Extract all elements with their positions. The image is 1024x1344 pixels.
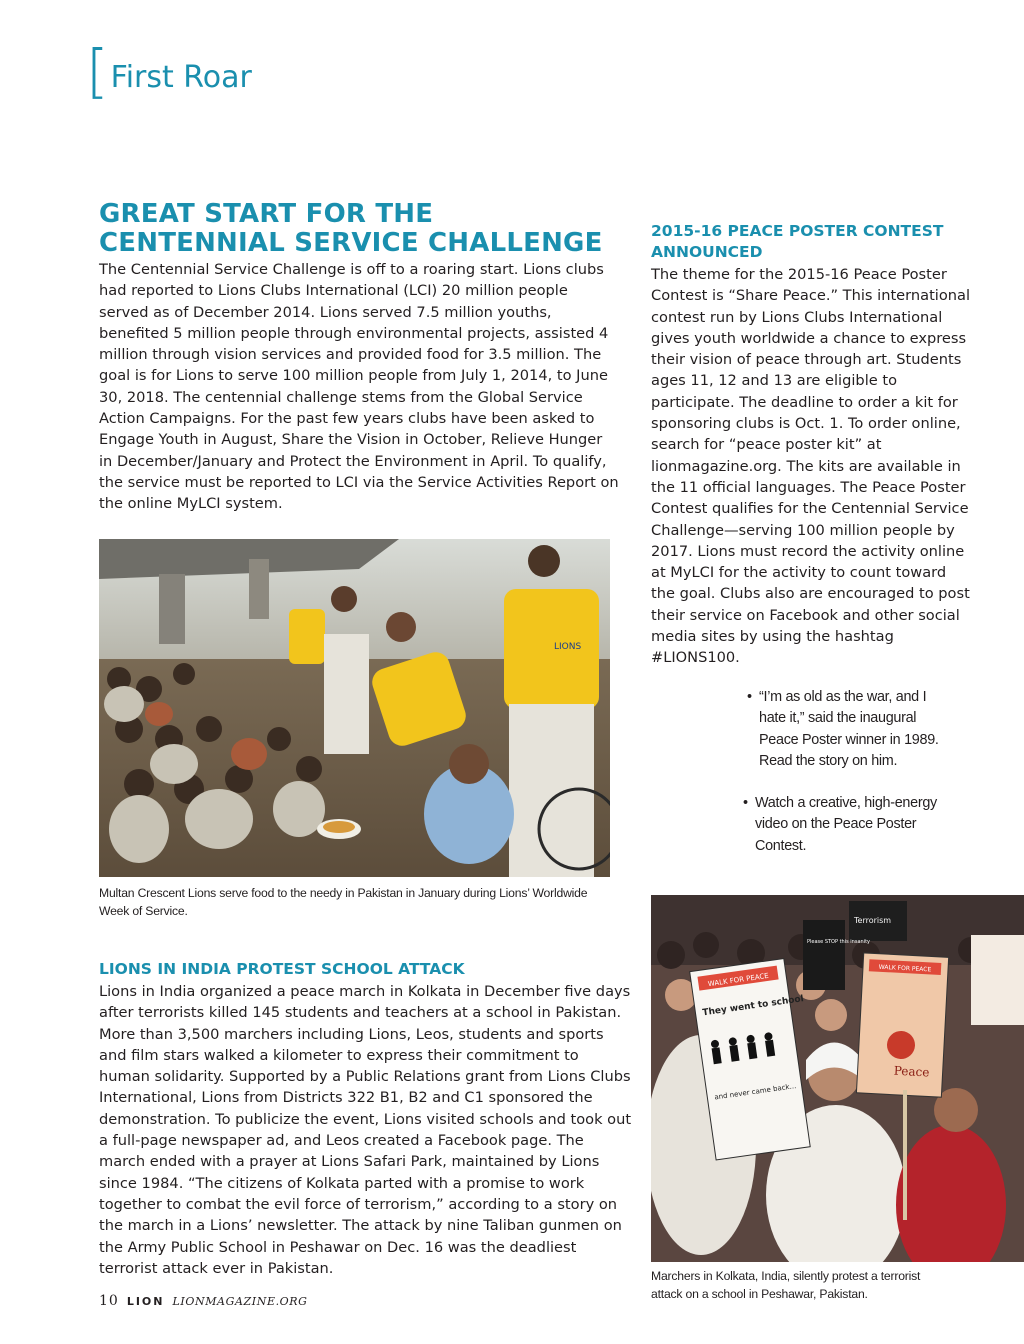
sign-peace-text: Peace bbox=[893, 1063, 930, 1080]
photo-caption-peace-march: Marchers in Kolkata, India, silently protest a terrorist attack on a school in Peshawar, Pakistan. bbox=[651, 1269, 921, 1301]
sign-banner-2: WALK FOR PEACE bbox=[878, 963, 932, 974]
related-link-video-text: Watch a creative, high-energy video on the Peace Poster Contest. bbox=[755, 795, 937, 854]
section-bracket: [ bbox=[86, 37, 109, 105]
related-links bbox=[743, 687, 949, 867]
photo-caption-food-service: Multan Crescent Lions serve food to the needy in Pakistan in January during Lions’ Worldwide Week of Service. bbox=[99, 886, 588, 918]
related-link-story[interactable] bbox=[747, 687, 944, 773]
bullet-dot: • bbox=[747, 689, 752, 705]
photo-peace-march-illustration bbox=[651, 895, 1024, 1262]
article-title-poster: 2015-16 PEACE POSTER CONTEST ANNOUNCED bbox=[651, 222, 944, 261]
vest-logo-text: LIONS bbox=[554, 642, 582, 652]
related-link-story-text: “I’m as old as the war, and I hate it,” said the inaugural Peace Poster winner in 1989. Read the story on him. bbox=[759, 689, 939, 770]
sign-school-text: They went to school bbox=[701, 994, 805, 1019]
photo-food-service-illustration bbox=[99, 539, 610, 877]
section-title: First Roar bbox=[110, 59, 252, 95]
article-body-india: Lions in India organized a peace march in Kolkata in December five days after terrorists killed 145 students and teachers at a school in Pakistan. More than 3,500 marchers including Lions, Leos, students and sports and film stars walked a kilometer to express their commitment to human solidarity. Supported by a Public Relations grant from Lions Clubs International, Lions from Districts 322 B1, B2 and C1 sponsored the demonstration. To publicize the event, Lions visited schools and took out a full-page newspaper ad, and Leos created a Facebook page. The march ended with a prayer at Lions Safari Park, maintained by Lions since 1984. “The citizens of Kolkata parted with a promise to work together to combat the evil force of terrorism,” according to a story on the march in a Lions’ newsletter. The attack by nine Taliban gunmen on the Army Public School in Peshawar on Dec. 16 was the deadliest terrorist attack ever in Pakistan. bbox=[99, 983, 632, 1277]
magazine-name: LION bbox=[126, 1295, 165, 1308]
related-link-video[interactable] bbox=[743, 793, 945, 857]
article-body-centennial: The Centennial Service Challenge is off to a roaring start. Lions clubs had reported to Lions Clubs International (LCI) 20 million people served as of December 2014. Lions served 7.5 million youths, benefited 5 million people through environmental projects, assisted 4 million through vision services and provided food for 3.5 million. The goal is for Lions to serve 100 million people from July 1, 2014, to June 30, 2018. The centennial challenge stems from the Global Service Action Campaigns. For the past few years clubs have been asked to Engage Youth in August, Share the Vision in October, Relieve Hunger in December/January and Protect the Environment in April. To qualify, the service must be reported to LCI via the Service Activities Report on the online MyLCI system. bbox=[99, 261, 619, 513]
sign-terrorism-text: Terrorism bbox=[854, 916, 892, 925]
sign-never-text: and never came back... bbox=[713, 1082, 797, 1102]
article-title-india: LIONS IN INDIA PROTEST SCHOOL ATTACK bbox=[99, 960, 465, 978]
section-header bbox=[86, 37, 252, 105]
photo-food-service bbox=[99, 539, 610, 877]
page-number: 10 bbox=[99, 1293, 119, 1309]
magazine-website: LIONMAGAZINE.ORG bbox=[172, 1295, 308, 1308]
photo-peace-march bbox=[651, 895, 1024, 1262]
article-body-poster: The theme for the 2015-16 Peace Poster Contest is “Share Peace.” This international contest run by Lions Clubs International gives youth worldwide a chance to express their vision of peace through art. Students ages 11, 12 and 13 are eligible to participate. The deadline to order a kit for sponsoring clubs is Oct. 1. To order online, search for “peace poster kit” at lionmagazine.org. The kits are available in the 11 official languages. The Peace Poster Contest qualifies for the Centennial Service Challenge—serving 100 million people by 2017. Lions must record the activity online at MyLCI for the activity to count toward the goal. Clubs also are encouraged to post their service on Facebook and other social media sites by using the hashtag #LIONS100. bbox=[651, 266, 971, 667]
sign-stop-text: Please STOP this insanity bbox=[807, 939, 871, 945]
bullet-dot: • bbox=[743, 795, 748, 811]
article-title-centennial: GREAT START FOR THE CENTENNIAL SERVICE CHALLENGE bbox=[99, 199, 603, 258]
page-footer bbox=[99, 1293, 308, 1313]
sign-banner: WALK FOR PEACE bbox=[707, 971, 770, 989]
